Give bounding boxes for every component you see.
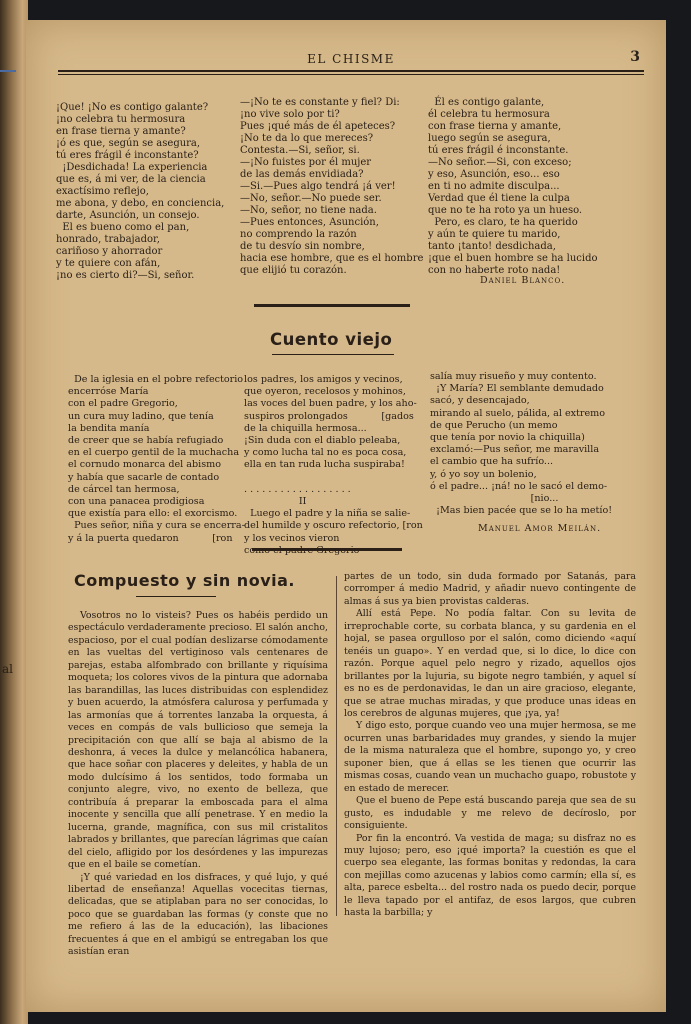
poem-line: —¡No te es constante y fiel? Di: [240,97,400,108]
header-rule [58,70,644,72]
article-paragraph: Y digo esto, porque cuando veo una mujer hermosa, se me ocurren unas barbaridades muy grandes, y siendo la mujer de la misma naturaleza que el hombre, supongo yo, y creo suponer bien, que á ellas se les tienen que ocurrir las mismas cosas, cuando vean un muchacho guapo, robustote y en estado de merecer. [344,720,636,794]
cuento-line: con el padre Gregorio, [68,398,178,410]
poem-line: con frase tierna y amante, [428,121,562,132]
poem-line: El es bueno como el pan, [56,222,190,233]
poem-line: tanto ¡tanto! desdichada, [428,241,556,252]
cuento-line: ¡Sin duda con el diablo peleaba, [244,435,401,447]
cuento-line: como el padre Gregorio [244,544,360,556]
poem-line: con no haberte roto nada! [428,265,561,276]
poem-column-2 [240,97,436,277]
cuento-line: de la chiquilla hermosa... [244,422,367,434]
poem-line: —No señor.—Si, con exceso; [428,157,572,168]
cuento-line: ella en tan ruda lucha suspiraba! [244,459,405,471]
poem-line: ¡ó es que, según se asegura, [56,138,201,149]
compuesto-column-1 [68,610,328,959]
poem-line: ¡no celebra tu hermosura [56,114,186,125]
cuento-column-1 [68,374,244,545]
poem-line: y te quiere con afán, [56,258,161,269]
cuento-line: De la iglesia en el pobre refectorio [68,374,244,385]
poem-line: él celebra tu hermosura [428,109,550,120]
poem-line: en ti no admite disculpa... [428,181,560,192]
poem-line: ¡No te da lo que mereces? [240,133,374,144]
cuento-line: y á la puerta quedaron [ron [68,532,233,544]
poem-line: —Pues entonces, Asunción, [240,217,379,228]
article-paragraph: Vosotros no lo visteis? Pues os habéis perdido un espectáculo verdaderamente precioso. El salón ancho, espacioso, por el cual podían deslizarse cómodamente en las vueltas del vertiginoso vals centenares de parejas, estaba alfombrado con brillante y riquísima moqueta; los colores vivos de la pintura que adornaba las barandillas, las luces distribuidas con esplendidez y buen acuerdo, la atmósfera calurosa y perfumada y las armonías que á torrentes lanzaba la orquesta, á veces en compás de vals bullicioso que semeja la precipitación con que allí se baja al abismo de la deshonra, á veces la dulce y melancólica habanera, que hace soñar con placeres y deleites, y habla de un modo dulcísimo á los sentidos, todo formaba un conjunto alegre, vivo, no exento de belleza, que contribuía á preparar la emboscada para el alma inocente y sencilla que allí penetrase. Y en medio la lucerna, grande, magnífica, con sus mil cristalitos labrados y brillantes, que parecían lágrimas que caían del cielo, afligido por los desórdenes y las impurezas que en el baile se cometían. [68,610,328,871]
cuento-line: Luego el padre y la niña se salie- [244,508,411,520]
poem-line: ¡Que! ¡No es contigo galante? [56,102,209,113]
cuento-line: los padres, los amigos y vecinos, [244,374,403,385]
column-separator [336,576,337,916]
article-paragraph: Por fin la encontró. Va vestida de maga; su disfraz no es muy lujoso; pero, eso ¡qué importa? la cuestión es que el cuerpo sea elegante, las formas bonitas y redondas, la cara con mejillas como azucenas y labios como carmín; ella sí, es alta, parece esbelta... del rostro nada os puedo decir, porque le lleva tapado por el antifaz, de esos largos, que cubren hasta la barbilla; y [344,832,636,919]
poem-line: ¡Desdichada! La experiencia [56,162,208,173]
cuento-line: . . . . . . . . . . . . . . . . . . [244,483,351,495]
cuento-line: encerróse María [68,386,149,398]
cuento-line: ¡Mas bien pacée que se lo ha metío! [430,505,613,517]
cuento-line: Pues señor, niña y cura se encerra- [68,520,245,532]
poem-line: hacia ese hombre, que es el hombre [240,253,424,264]
cuento-line: y, ó yo soy un bolenio, [430,468,537,480]
poem-column-1 [56,102,246,282]
title-underline [272,354,394,355]
poem-line: no comprendo la razón [240,229,357,240]
cuento-line: II [244,496,307,508]
cuento-line [244,472,430,484]
poem-line: —Si.—Pues algo tendrá ¡á ver! [240,181,396,192]
cuento-line: y los vecinos vieron [244,532,340,544]
cuento-line: las voces del buen padre, y los aho- [244,398,417,410]
cuento-line: un cura muy ladino, que tenía [68,410,214,422]
poem-line: —No, señor.—No puede ser. [240,193,382,204]
cuento-line: y había que sacarle de contado [68,471,220,483]
article-paragraph: partes de un todo, sin duda formado por Satanás, para corromper á medio Madrid, y añadir nuevo contingente de almas á sus ya bien provistas calderas. [344,571,636,607]
compuesto-title: Compuesto y sin novia. [74,571,295,590]
cuento-line: salía muy risueño y muy contento. [430,371,597,382]
cuento-line: que existía para ello: el exorcismo. [68,508,238,520]
poem-line: ¡no es cierto di?—Si, señor. [56,270,195,281]
cuento-line: en el cuerpo gentil de la muchacha [68,447,240,459]
article-paragraph: Allí está Pepe. No podía faltar. Con su levita de irreprochable corte, su corbata blanca, y su gardenia en el hojal, se pasea orgulloso por el salón, como diciendo «aquí tenéis un guapo». Y en verdad que, si lo dice, lo dice con razón. Porque aquel pelo negro y rizado, aquellos ojos brillantes por la lujuria, su bigote negro también, y aquel sí es no es de perdonavidas, le dan un aire gracioso, elegante, que se atrae muchas miradas, y que produce unas ideas en los cerebros de algunas mujeres, que ¡ya, ya! [344,608,636,719]
page-header [58,46,644,76]
cuento-title: Cuento viejo [270,330,393,349]
cuento-line: de creer que se había refugiado [68,435,224,447]
poem-line: exactísimo reflejo, [56,186,149,197]
poem-line: que elijió tu corazón. [240,265,347,276]
section-divider [254,304,410,307]
book-spine [0,0,28,1024]
spine-mark [0,70,16,72]
cuento-line: el cambio que ha sufrío... [430,456,554,468]
poem-line: Contesta.—Si, señor, si. [240,145,360,156]
cuento-line: exclamó:—Pus señor, me maravilla [430,444,600,456]
cuento-line: con una panacea prodigiosa [68,496,205,508]
poem-line: darte, Asunción, un consejo. [56,210,200,221]
running-title: EL CHISME [307,52,395,66]
cuento-line: ó el padre... ¡ná! no le sacó el demo- [430,480,608,492]
poem-line: Él es contigo galante, [428,97,545,108]
cuento-line: la bendita manía [68,422,150,434]
spine-fragment: al [2,662,13,676]
poem-line: que no te ha roto ya un hueso. [428,205,583,216]
poem-line: tú eres frágil é inconstante? [56,150,199,161]
cuento-line: ¡Y María? El semblante demudado [430,383,604,395]
article-paragraph: Que el bueno de Pepe está buscando pareja que sea de su gusto, es indudable y me relevo de decíroslo, por consiguiente. [344,795,636,832]
poem-line: —No, señor, no tiene nada. [240,205,377,216]
cuento-column-2 [244,374,430,557]
poem-line: y eso, Asunción, eso... eso [428,169,560,180]
poem-line: ¡no vive solo por ti? [240,109,340,120]
poem-line: de las demás envidiada? [240,169,364,180]
cuento-line: que oyeron, recelosos y mohinos, [244,386,406,398]
cuento-line: de cárcel tan hermosa, [68,483,180,495]
poem-column-3 [428,97,638,277]
cuento-line: de que Perucho (un memo [430,419,558,431]
poem-line: ¡que el buen hombre se ha lucido [428,253,598,264]
cuento-line: suspiros prolongados [gados [244,410,414,422]
poem-line: que es, á mi ver, de la ciencia [56,174,206,185]
cuento-line: [nio... [430,493,559,505]
article-paragraph: ¡Y qué variedad en los disfraces, y qué lujo, y qué libertad de enseñanza! Aquellas vocecitas tiernas, delicadas, que se atiplaban para no ser conocidas, lo poco que se guardaban las formas (y conste que no me refiero á las de la educación), las libaciones frecuentes á que en el ambigú se entregaban los que asistían eran [68,871,328,958]
poem-line: tú eres frágil é inconstante. [428,145,569,156]
poem-line: de tu desvío sin nombre, [240,241,365,252]
cuento-line: que tenía por novio la chiquilla) [430,432,585,444]
poem-line: Pues ¡qué más de él apeteces? [240,121,396,132]
cuento-line: mirando al suelo, pálida, al extremo [430,407,606,419]
poem-line: Pero, es claro, te ha querido [428,217,578,228]
header-rule-thin [58,74,644,75]
compuesto-column-2 [344,571,636,920]
section-divider-2 [252,548,402,551]
cuento-line: sacó, y desencajado, [430,395,530,407]
poem-line: Verdad que él tiene la culpa [428,193,570,204]
page-number: 3 [630,49,640,65]
poem-line: en frase tierna y amante? [56,126,186,137]
poem-signature: Daniel Blanco. [480,275,566,286]
poem-line: y aún te quiere tu marido, [428,229,561,240]
cuento-line: y como lucha tal no es poca cosa, [244,447,407,459]
poem-line: honrado, trabajador, [56,234,160,245]
cuento-line: del humilde y oscuro refectorio, [ron [244,520,423,532]
poem-line: luego según se asegura, [428,133,551,144]
cuento-column-3 [430,371,642,517]
title-underline [136,596,216,597]
cuento-line: el cornudo monarca del abismo [68,459,222,471]
newspaper-page [26,20,666,1012]
poem-line: me abona, y debo, en conciencia, [56,198,225,209]
cuento-signature: Manuel Amor Meilán. [478,523,602,534]
poem-line: —¡No fuistes por él mujer [240,157,372,168]
poem-line: cariñoso y ahorrador [56,246,163,257]
